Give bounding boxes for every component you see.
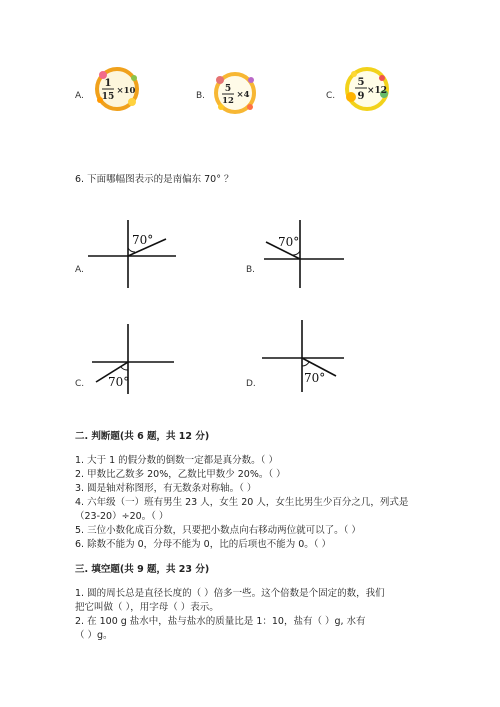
q5-b-denominator: 12 bbox=[222, 96, 234, 106]
q5-option-a-figure bbox=[94, 66, 140, 112]
q6-c-angle-label: 70° bbox=[108, 375, 130, 389]
judge-item-2: 2. 甲数比乙数多 20%，乙数比甲数少 20%。（ ） bbox=[75, 469, 286, 480]
q6-option-b-label: B. bbox=[246, 265, 256, 275]
q5-option-c-label: C. bbox=[326, 91, 336, 101]
q6-a-angle-label: 70° bbox=[132, 233, 154, 247]
q5-a-multiplier: ×10 bbox=[116, 86, 136, 96]
fill-item-2: 2. 在 100 g 盐水中，盐与盐水的质量比是 1：10，盐有（ ）g, 水有 bbox=[75, 616, 366, 627]
q5-option-b-label: B. bbox=[196, 91, 206, 101]
judge-item-4: 4. 六年级（一）班有男生 23 人，女生 20 人，女生比男生少百分之几，列式是 bbox=[75, 497, 409, 508]
q5-option-b-figure bbox=[212, 70, 258, 116]
q6-d-angle-label: 70° bbox=[304, 371, 326, 385]
q5-c-multiplier: ×12 bbox=[366, 86, 388, 96]
section3-heading: 三. 填空题(共 9 题，共 23 分) bbox=[75, 564, 210, 575]
q6-option-d-figure bbox=[258, 318, 350, 394]
q6-question: 6. 下面哪幅图表示的是南偏东 70° ？ bbox=[75, 174, 234, 185]
q5-option-a-label: A. bbox=[75, 91, 84, 101]
q6-option-a-label: A. bbox=[75, 265, 84, 275]
judge-item-4-cont: （23-20）÷20。（ ） bbox=[75, 511, 169, 522]
judge-item-1: 1. 大于 1 的假分数的倒数一定都是真分数。（ ） bbox=[75, 455, 278, 466]
q6-option-c-figure bbox=[90, 322, 180, 396]
q5-option-c-figure bbox=[342, 64, 392, 114]
q5-a-numerator: 1 bbox=[104, 78, 112, 89]
section2-heading: 二. 判断题(共 6 题，共 12 分) bbox=[75, 431, 210, 442]
q6-option-c-label: C. bbox=[75, 379, 85, 389]
fill-item-1-cont: 把它叫做（ ），用字母（ ）表示。 bbox=[75, 602, 219, 613]
q5-a-denominator: 15 bbox=[101, 92, 115, 102]
q5-b-numerator: 5 bbox=[224, 84, 232, 94]
judge-item-6: 6. 除数不能为 0，分母不能为 0，比的后项也不能为 0。（ ） bbox=[75, 539, 332, 550]
judge-item-3: 3. 圆是轴对称图形，有无数条对称轴。（ ） bbox=[75, 483, 257, 494]
q6-option-d-label: D. bbox=[246, 379, 256, 389]
q6-b-angle-label: 70° bbox=[278, 235, 300, 249]
judge-item-5: 5. 三位小数化成百分数，只要把小数点向右移动两位就可以了。（ ） bbox=[75, 525, 361, 536]
fill-item-2-cont: （ ）g。 bbox=[75, 630, 113, 641]
fill-item-1: 1. 圆的周长总是直径长度的（ ）倍多一些。这个倍数是个固定的数，我们 bbox=[75, 588, 385, 599]
q6-option-a-figure bbox=[84, 218, 184, 290]
q5-b-multiplier: ×4 bbox=[236, 90, 250, 100]
q6-option-b-figure bbox=[258, 218, 350, 290]
q5-c-denominator: 9 bbox=[357, 91, 365, 102]
q5-c-numerator: 5 bbox=[357, 77, 365, 88]
